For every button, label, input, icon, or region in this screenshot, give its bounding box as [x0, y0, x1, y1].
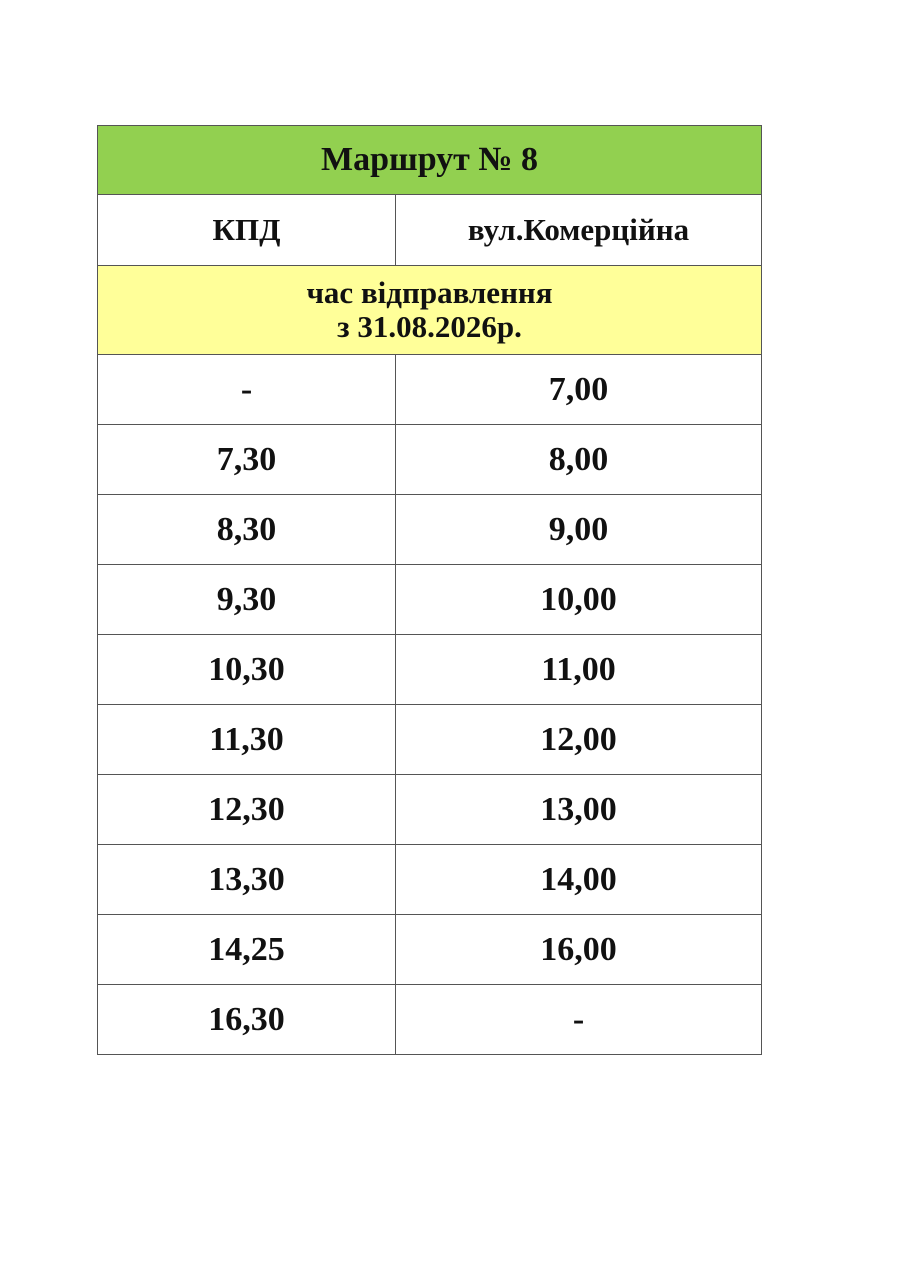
- departure-time-kpd: 11,30: [98, 705, 396, 775]
- departure-time-kpd: 10,30: [98, 635, 396, 705]
- departure-time-komertsiina: 12,00: [396, 705, 762, 775]
- departure-time-kpd: -: [98, 355, 396, 425]
- departure-time-komertsiina: 11,00: [396, 635, 762, 705]
- table-row: [98, 565, 762, 635]
- table-row: [98, 775, 762, 845]
- table-row: [98, 635, 762, 705]
- stops-row: [98, 195, 762, 266]
- departure-time-komertsiina: 8,00: [396, 425, 762, 495]
- title-row: [98, 126, 762, 195]
- route-schedule-table: [97, 125, 762, 1055]
- departure-time-kpd: 8,30: [98, 495, 396, 565]
- effective-date: з 31.08.2026р.: [337, 309, 522, 344]
- stop-name-kpd: КПД: [98, 195, 396, 266]
- departure-caption-row: [98, 266, 762, 355]
- table-row: [98, 355, 762, 425]
- table-row: [98, 495, 762, 565]
- departure-time-komertsiina: 14,00: [396, 845, 762, 915]
- departure-time-komertsiina: 16,00: [396, 915, 762, 985]
- departure-time-kpd: 9,30: [98, 565, 396, 635]
- departure-time-kpd: 16,30: [98, 985, 396, 1055]
- departure-time-komertsiina: -: [396, 985, 762, 1055]
- table-row: [98, 985, 762, 1055]
- departure-time-komertsiina: 9,00: [396, 495, 762, 565]
- departure-time-kpd: 13,30: [98, 845, 396, 915]
- departure-time-komertsiina: 10,00: [396, 565, 762, 635]
- departure-time-kpd: 12,30: [98, 775, 396, 845]
- departure-time-kpd: 7,30: [98, 425, 396, 495]
- departure-caption-title: час відправлення: [306, 275, 553, 310]
- departure-caption: [98, 266, 762, 355]
- stop-name-komertsiina: вул.Комерційна: [396, 195, 762, 266]
- departure-time-komertsiina: 13,00: [396, 775, 762, 845]
- table-row: [98, 845, 762, 915]
- departure-time-kpd: 14,25: [98, 915, 396, 985]
- table-row: [98, 915, 762, 985]
- table-row: [98, 425, 762, 495]
- departure-time-komertsiina: 7,00: [396, 355, 762, 425]
- route-title: Маршрут № 8: [98, 126, 762, 195]
- table-row: [98, 705, 762, 775]
